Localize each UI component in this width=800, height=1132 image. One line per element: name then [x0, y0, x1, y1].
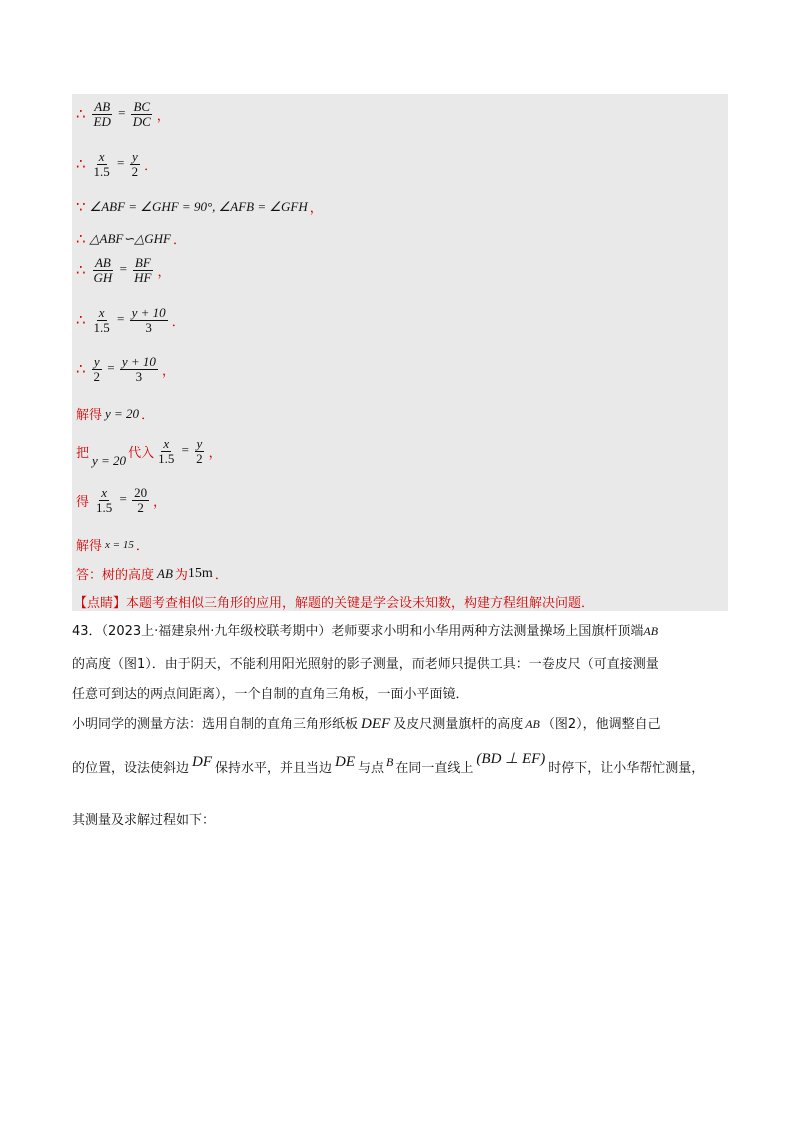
therefore-symbol: ∴	[76, 155, 86, 174]
math-expression: AB	[525, 717, 540, 731]
therefore-symbol: ∴	[76, 311, 86, 330]
question-text: 43．（2023上·福建泉州·九年级校联考期中）老师要求小明和小华用两种方法测量操场上国旗杆顶端	[72, 624, 644, 639]
solution-line-3	[76, 197, 323, 216]
punctuation: ．	[135, 539, 149, 554]
numerator: x	[163, 436, 170, 451]
angle-statement: ∠ABF = ∠GHF = 90°, ∠AFB = ∠GFH	[89, 198, 308, 214]
denominator: 1.5	[93, 163, 110, 179]
equals: =	[119, 261, 127, 277]
question-line-1	[72, 620, 658, 639]
substitute-label: 把	[76, 445, 90, 461]
fraction	[92, 100, 113, 128]
similar-triangles: △ABF∽△GHF	[89, 230, 171, 246]
fraction	[132, 486, 149, 514]
denominator: 1.5	[96, 499, 113, 515]
math-fraction-eq	[90, 100, 155, 128]
question-text: 保持水平，并且当边	[215, 761, 333, 776]
equals: =	[181, 442, 189, 458]
denominator: 2	[131, 163, 139, 179]
keypoint-text: 【点睛】本题考查相似三角形的应用，解题的关键是学会设未知数，构建方程组解决问题．	[74, 596, 595, 611]
therefore-symbol: ∴	[76, 360, 86, 379]
numerator: y + 10	[131, 305, 166, 320]
question-line-6	[72, 809, 215, 828]
numerator: x	[98, 149, 105, 164]
equals: =	[119, 491, 127, 507]
denominator: HF	[134, 269, 152, 285]
solution-line-12	[76, 564, 228, 583]
math-fraction-eq	[90, 306, 170, 334]
punctuation: ．	[171, 314, 185, 330]
solution-line-5	[76, 256, 171, 284]
math-expression: DF	[192, 754, 213, 770]
denominator: 1.5	[158, 450, 175, 466]
fraction	[92, 355, 103, 383]
punctuation: ，	[156, 108, 170, 124]
math-expression: y = 20	[105, 405, 140, 421]
solution-line-9	[76, 436, 222, 469]
numerator: x	[101, 485, 108, 500]
solution-line-4	[76, 229, 186, 248]
because-symbol: ∵	[76, 197, 86, 216]
fraction	[130, 306, 168, 334]
substitute-into-label: 代入	[128, 445, 155, 461]
solution-line-7	[76, 355, 175, 383]
therefore-symbol: ∴	[76, 261, 86, 280]
numerator: y	[196, 436, 203, 451]
question-line-5	[72, 751, 705, 777]
denominator: 2	[137, 499, 144, 515]
question-text: 的高度（图1）．由于阴天，不能利用阳光照射的影子测量，而老师只提供工具：一卷皮尺（可直接测量	[72, 657, 659, 672]
solve-label: 解得	[76, 539, 103, 554]
math-fraction-eq	[90, 150, 143, 178]
equals: =	[118, 105, 126, 121]
equals: =	[117, 155, 125, 171]
denominator: ED	[93, 113, 111, 129]
punctuation: ．	[141, 408, 155, 423]
fraction	[92, 256, 115, 284]
question-text: 及皮尺测量旗杆的高度	[393, 717, 524, 732]
math-fraction-eq	[90, 355, 160, 383]
math-expression: (BD ⊥ EF)	[476, 751, 546, 767]
denominator: GH	[93, 269, 113, 285]
punctuation: ，	[157, 264, 171, 280]
fraction	[130, 150, 141, 178]
solution-box	[72, 94, 728, 611]
fraction	[120, 355, 158, 383]
solution-line-8	[76, 404, 154, 423]
solution-line-11	[76, 535, 149, 554]
fraction	[132, 256, 153, 284]
punctuation: ，	[153, 494, 167, 510]
therefore-symbol: ∴	[76, 105, 86, 124]
punctuation: ．	[214, 568, 228, 583]
numerator: BF	[134, 255, 151, 270]
math-fraction-eq	[92, 486, 151, 514]
numerator: y + 10	[121, 354, 156, 369]
math-fraction-eq	[154, 437, 207, 465]
solution-line-6	[76, 306, 185, 334]
denominator: 2	[196, 450, 203, 466]
numerator: AB	[94, 255, 111, 270]
question-line-4	[72, 713, 661, 733]
fraction	[194, 437, 205, 465]
answer-value: 15m	[187, 565, 213, 581]
numerator: y	[93, 354, 100, 369]
keypoint-line	[74, 592, 594, 611]
math-fraction-eq	[90, 256, 156, 284]
numerator: AB	[94, 99, 111, 114]
equals: =	[107, 360, 115, 376]
punctuation: ，	[161, 363, 175, 379]
question-text: 与点	[358, 761, 385, 776]
result-label: 得	[76, 494, 90, 510]
fraction	[94, 486, 114, 514]
question-text: 的位置，设法使斜边	[72, 761, 190, 776]
solve-label: 解得	[76, 408, 103, 423]
solution-line-1	[76, 100, 170, 128]
question-text: 时停下，让小华帮忙测量，	[548, 761, 705, 776]
math-expression: B	[386, 755, 394, 769]
numerator: x	[98, 305, 105, 320]
solution-line-10	[76, 486, 166, 514]
question-text: 其测量及求解过程如下：	[72, 813, 216, 828]
question-text: （图2），他调整自己	[541, 717, 661, 732]
denominator: 2	[93, 368, 101, 384]
question-line-3	[72, 683, 469, 702]
question-text: 在同一直线上	[395, 761, 474, 776]
punctuation: ．	[144, 158, 158, 174]
fraction	[92, 306, 112, 334]
denominator: DC	[132, 113, 151, 129]
fraction	[92, 150, 112, 178]
numerator: 20	[134, 485, 148, 500]
fraction	[131, 100, 153, 128]
math-expression: AB	[643, 624, 659, 638]
math-expression: x = 15	[105, 538, 134, 551]
numerator: BC	[133, 99, 151, 114]
therefore-symbol: ∴	[76, 229, 86, 248]
denominator: 3	[135, 368, 143, 384]
numerator: y	[132, 149, 138, 164]
question-text: 小明同学的测量方法：选用自制的直角三角形纸板	[72, 717, 359, 732]
question-text: 任意可到达的两点间距离），一个自制的直角三角板，一面小平面镜．	[72, 687, 469, 702]
fraction	[156, 437, 176, 465]
math-expression: DE	[335, 754, 356, 770]
punctuation: ，	[208, 445, 222, 461]
math-expression: DEF	[361, 716, 391, 732]
punctuation: ，	[309, 201, 323, 216]
question-line-2	[72, 653, 659, 672]
answer-is-label: 为	[174, 568, 188, 583]
equals: =	[117, 311, 125, 327]
math-expression: AB	[157, 565, 173, 581]
answer-label: 答：树的高度	[76, 568, 155, 583]
denominator: 3	[145, 319, 152, 335]
punctuation: ．	[172, 233, 186, 248]
math-expression: y = 20	[92, 453, 127, 469]
solution-line-2	[76, 150, 157, 178]
denominator: 1.5	[93, 319, 110, 335]
